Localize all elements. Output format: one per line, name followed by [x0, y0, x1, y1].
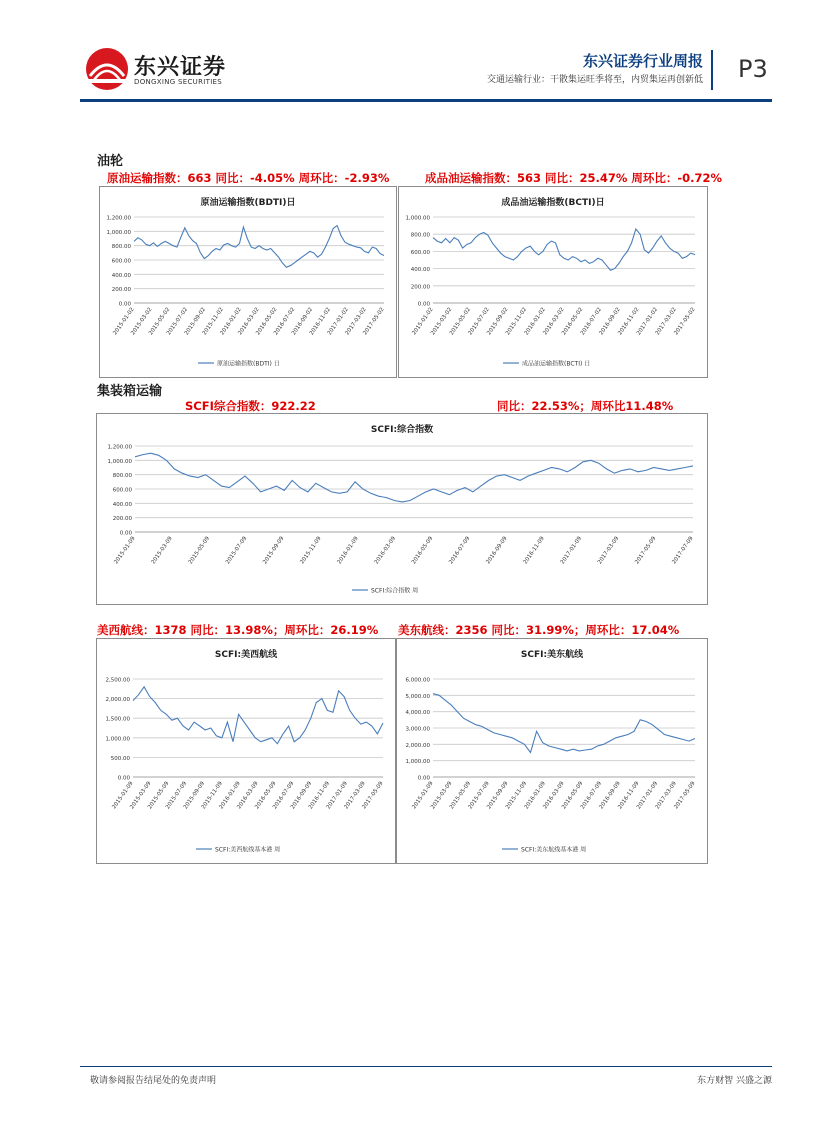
- footer-disclaimer: 敬请参阅报告结尾处的免责声明: [90, 1076, 217, 1086]
- y-tick-label: 5,000.00: [405, 693, 430, 700]
- x-tick-label: 2015-05-02: [148, 306, 172, 337]
- x-tick-label: 2015-09-09: [182, 780, 207, 811]
- chart-title: SCFI:综合指数: [370, 425, 434, 435]
- x-tick-label: 2015-05-02: [448, 306, 473, 337]
- y-tick-label: 600.00: [410, 249, 430, 256]
- x-tick-label: 2015-11-09: [299, 535, 323, 566]
- y-tick-label: 200.00: [112, 516, 132, 523]
- x-tick-label: 2016-11-09: [307, 780, 332, 811]
- brand-name-en: DONGXING SECURITIES: [134, 78, 223, 86]
- x-tick-label: 2017-07-09: [671, 535, 695, 566]
- x-tick-label: 2017-01-09: [325, 780, 349, 811]
- y-tick-label: 6,000.00: [405, 677, 430, 684]
- x-tick-label: 2015-11-02: [504, 306, 529, 337]
- x-tick-label: 2015-11-09: [504, 780, 529, 811]
- x-tick-label: 2015-09-09: [262, 535, 286, 566]
- header-divider: [711, 50, 713, 90]
- series-line: [133, 687, 383, 744]
- x-tick-label: 2016-01-09: [523, 780, 547, 811]
- x-tick-label: 2016-05-09: [410, 535, 435, 566]
- y-tick-label: 0.00: [417, 775, 430, 782]
- x-tick-label: 2017-01-02: [326, 306, 350, 337]
- x-tick-label: 2015-07-02: [467, 306, 491, 337]
- x-tick-label: 2016-01-02: [219, 306, 243, 337]
- y-tick-label: 1,000.00: [107, 458, 132, 465]
- x-tick-label: 2016-09-09: [485, 535, 509, 566]
- chart-panel-bcti: [398, 186, 708, 378]
- chart-title: SCFI:美西航线: [214, 650, 278, 660]
- x-tick-label: 2017-03-09: [343, 780, 367, 811]
- dongxing-logo-icon: [84, 46, 130, 92]
- x-tick-label: 2015-01-09: [411, 780, 435, 811]
- x-tick-label: 2016-03-02: [542, 306, 566, 337]
- y-tick-label: 600.00: [111, 258, 131, 265]
- x-tick-label: 2017-05-02: [673, 306, 697, 337]
- report-subtitle: 交通运输行业：干散集运旺季将至，内贸集运再创新低: [486, 75, 703, 85]
- y-tick-label: 2,000.00: [105, 697, 130, 704]
- y-tick-label: 800.00: [112, 473, 132, 480]
- x-tick-label: 2016-11-09: [617, 780, 641, 811]
- x-tick-label: 2016-09-02: [598, 306, 622, 337]
- x-tick-label: 2016-09-02: [290, 306, 315, 337]
- x-tick-label: 2015-11-09: [200, 780, 224, 811]
- x-tick-label: 2015-07-02: [165, 306, 190, 337]
- y-tick-label: 3,000.00: [405, 726, 430, 733]
- x-tick-label: 2015-09-02: [183, 306, 208, 337]
- use-headline: 美东航线：2356 同比：31.99%；周环比：17.04%: [398, 623, 680, 637]
- section-title-container: 集装箱运输: [97, 384, 163, 399]
- x-tick-label: 2016-07-02: [579, 306, 604, 337]
- x-tick-label: 2016-09-09: [598, 780, 622, 811]
- y-tick-label: 1,200.00: [107, 444, 132, 451]
- y-tick-label: 2,500.00: [105, 677, 130, 684]
- y-tick-label: 800.00: [410, 232, 430, 239]
- x-tick-label: 2015-09-02: [486, 306, 510, 337]
- chart-panel-scfi: [96, 413, 708, 605]
- x-tick-label: 2015-07-09: [467, 780, 491, 811]
- x-tick-label: 2015-03-09: [430, 780, 454, 811]
- y-tick-label: 400.00: [410, 267, 430, 274]
- y-tick-label: 800.00: [111, 244, 131, 251]
- page-number: P3: [738, 55, 768, 83]
- y-tick-label: 1,200.00: [106, 215, 131, 222]
- legend-label: SCFI:综合指数 周: [371, 587, 419, 595]
- chart-panel-use: [396, 638, 708, 864]
- legend-label: SCFI:美西航线基本港 周: [215, 846, 281, 854]
- x-tick-label: 2015-01-02: [411, 306, 435, 337]
- x-tick-label: 2016-05-09: [561, 780, 585, 811]
- y-tick-label: 1,000.00: [106, 229, 131, 236]
- x-tick-label: 2016-07-09: [272, 780, 296, 811]
- y-tick-label: 1,500.00: [105, 716, 130, 723]
- bdti-chart: [100, 187, 396, 377]
- x-tick-label: 2015-05-09: [187, 535, 212, 566]
- x-tick-label: 2017-03-02: [654, 306, 678, 337]
- x-tick-label: 2017-01-09: [635, 780, 660, 811]
- y-tick-label: 0.00: [119, 530, 132, 537]
- y-tick-label: 1,000.00: [405, 759, 430, 766]
- x-tick-label: 2016-05-02: [561, 306, 585, 337]
- x-tick-label: 2015-09-09: [486, 780, 510, 811]
- y-tick-label: 500.00: [110, 755, 130, 762]
- y-tick-label: 600.00: [112, 487, 132, 494]
- x-tick-label: 2017-05-09: [673, 780, 697, 811]
- y-tick-label: 1,000.00: [405, 215, 430, 222]
- x-tick-label: 2016-05-02: [255, 306, 279, 337]
- x-tick-label: 2015-07-09: [164, 780, 189, 811]
- series-line: [433, 229, 695, 270]
- x-tick-label: 2016-03-02: [237, 306, 261, 337]
- x-tick-label: 2016-05-09: [254, 780, 278, 811]
- usw-headline: 美西航线：1378 同比：13.98%；周环比：26.19%: [97, 623, 379, 637]
- x-tick-label: 2017-03-09: [596, 535, 621, 566]
- x-tick-label: 2015-07-09: [224, 535, 249, 566]
- x-tick-label: 2016-09-09: [289, 780, 314, 811]
- x-tick-label: 2017-05-09: [634, 535, 658, 566]
- bdti-headline: 原油运输指数：663 同比：-4.05% 周环比：-2.93%: [107, 171, 390, 185]
- series-line: [433, 694, 695, 753]
- y-tick-label: 1,000.00: [105, 736, 130, 743]
- x-tick-label: 2017-01-09: [559, 535, 584, 566]
- legend-label: SCFI:美东航线基本港 周: [521, 846, 587, 854]
- y-tick-label: 400.00: [112, 501, 132, 508]
- x-tick-label: 2016-07-09: [448, 535, 472, 566]
- x-tick-label: 2016-03-09: [542, 780, 566, 811]
- x-tick-label: 2017-05-09: [361, 780, 385, 811]
- y-tick-label: 2,000.00: [405, 742, 430, 749]
- x-tick-label: 2015-03-09: [129, 780, 153, 811]
- x-tick-label: 2016-11-02: [617, 306, 641, 337]
- x-tick-label: 2015-03-09: [150, 535, 174, 566]
- x-tick-label: 2016-01-09: [218, 780, 242, 811]
- section-title-oil: 油轮: [97, 154, 124, 169]
- scfi-headline: SCFI综合指数：922.22: [185, 399, 316, 413]
- usw-chart: [97, 639, 395, 863]
- x-tick-label: 2017-03-02: [344, 306, 368, 337]
- scfi-change: 同比：22.53%；周环比11.48%: [497, 399, 674, 413]
- brand-name: 东兴证券: [134, 55, 227, 80]
- x-tick-label: 2016-07-09: [579, 780, 604, 811]
- y-tick-label: 4,000.00: [405, 710, 430, 717]
- chart-title: 原油运输指数(BDTI)日: [200, 198, 296, 208]
- chart-panel-bdti: [99, 186, 397, 378]
- y-tick-label: 200.00: [111, 287, 131, 294]
- y-tick-label: 200.00: [410, 284, 430, 291]
- y-tick-label: 400.00: [111, 272, 131, 279]
- x-tick-label: 2015-05-09: [448, 780, 473, 811]
- x-tick-label: 2015-05-09: [147, 780, 171, 811]
- x-tick-label: 2015-01-09: [111, 780, 135, 811]
- bcti-headline: 成品油运输指数：563 同比：25.47% 周环比：-0.72%: [425, 171, 723, 185]
- x-tick-label: 2016-01-02: [523, 306, 547, 337]
- y-tick-label: 0.00: [118, 301, 131, 308]
- y-tick-label: 0.00: [417, 301, 430, 308]
- footer-motto: 东方财智 兴盛之源: [697, 1076, 772, 1086]
- chart-title: SCFI:美东航线: [520, 650, 584, 660]
- report-title: 东兴证券行业周报: [582, 52, 703, 70]
- x-tick-label: 2016-11-09: [522, 535, 546, 566]
- x-tick-label: 2015-03-02: [130, 306, 154, 337]
- bcti-chart: [399, 187, 707, 377]
- header-rule: [80, 99, 772, 102]
- x-tick-label: 2015-01-09: [113, 535, 137, 566]
- x-tick-label: 2017-01-02: [635, 306, 660, 337]
- scfi-chart: [97, 414, 707, 604]
- x-tick-label: 2016-07-02: [273, 306, 297, 337]
- x-tick-label: 2015-01-02: [112, 306, 136, 337]
- x-tick-label: 2016-03-09: [236, 780, 260, 811]
- x-tick-label: 2016-03-09: [373, 535, 398, 566]
- legend-label: 成品油运输指数(BCTI) 日: [522, 360, 591, 368]
- x-tick-label: 2015-11-02: [201, 306, 225, 337]
- legend-label: 原油运输指数(BDTI) 日: [217, 360, 280, 368]
- y-tick-label: 0.00: [117, 775, 130, 782]
- chart-panel-usw: [96, 638, 396, 864]
- x-tick-label: 2016-01-09: [336, 535, 360, 566]
- footer-rule: [80, 1066, 772, 1067]
- x-tick-label: 2016-11-02: [308, 306, 333, 337]
- use-chart: [397, 639, 707, 863]
- x-tick-label: 2017-05-02: [362, 306, 386, 337]
- x-tick-label: 2017-03-09: [654, 780, 678, 811]
- chart-title: 成品油运输指数(BCTI)日: [501, 198, 605, 208]
- series-line: [134, 226, 384, 268]
- x-tick-label: 2015-03-02: [430, 306, 454, 337]
